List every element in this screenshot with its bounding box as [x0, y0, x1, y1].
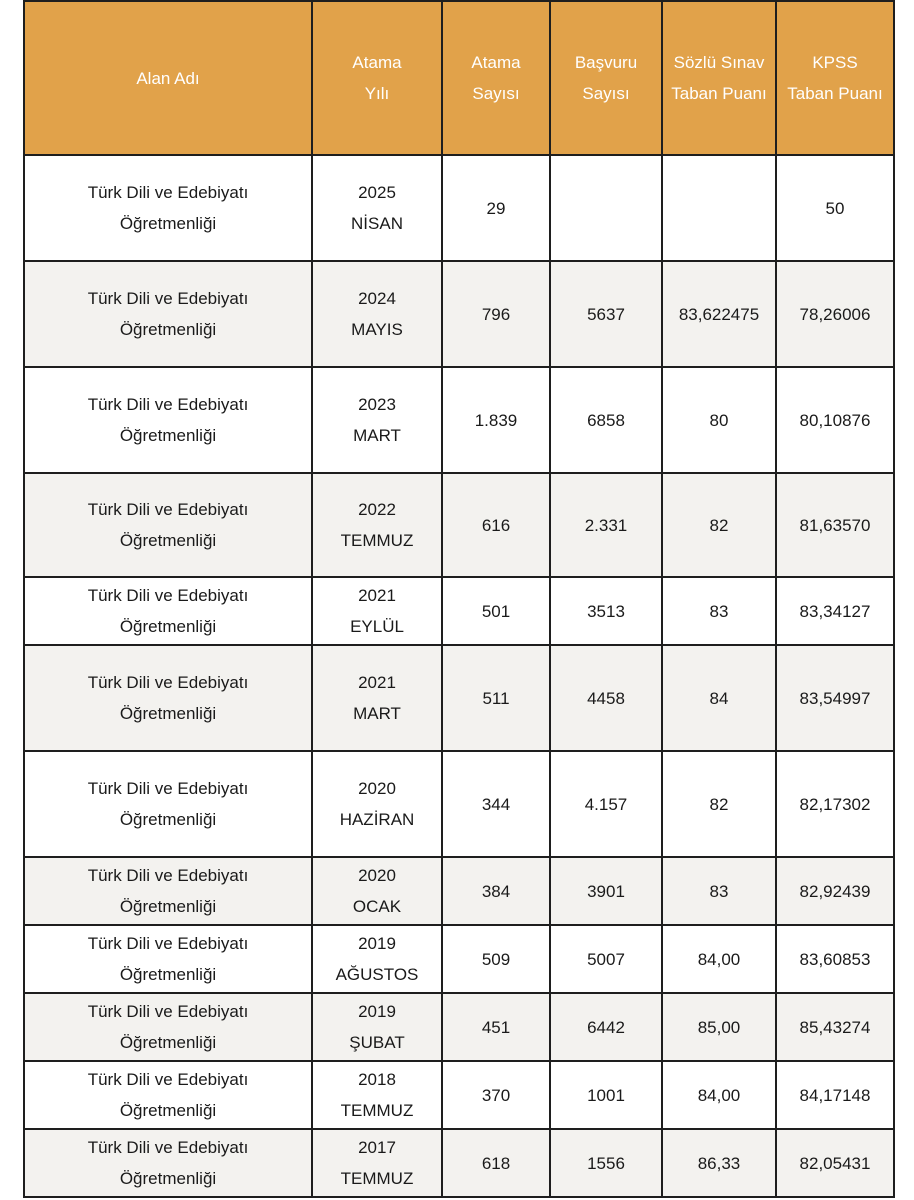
application-count-cell: 3901: [550, 857, 662, 925]
appointment-year-cell: [312, 645, 442, 751]
appointment-year-cell: [312, 577, 442, 645]
oral-exam-min-score-cell: 85,00: [662, 993, 776, 1061]
appointment-year-cell-line: TEMMUZ: [340, 531, 414, 550]
appointment-year-cell-line: 2024: [358, 289, 396, 308]
application-count-cell: 1556: [550, 1129, 662, 1197]
field-name-cell-line: Türk Dili ve Edebiyatı: [87, 1070, 249, 1089]
appointment-table: [23, 0, 895, 1198]
appointment-count-cell: 509: [442, 925, 550, 993]
field-name-cell-line: Öğretmenliği: [119, 704, 217, 723]
oral-exam-min-score-cell: 83: [662, 857, 776, 925]
field-name-cell: [24, 751, 312, 857]
appointment-count-cell: 451: [442, 993, 550, 1061]
appointment-year-cell: [312, 1061, 442, 1129]
field-name-cell: [24, 577, 312, 645]
appointment-year-cell-line: 2018: [358, 1070, 396, 1089]
application-count-cell: 3513: [550, 577, 662, 645]
field-name-cell-line: Öğretmenliği: [119, 810, 217, 829]
table-row: [24, 751, 894, 857]
header-row: [24, 1, 894, 155]
appointment-year-cell: [312, 473, 442, 577]
field-name-cell: [24, 925, 312, 993]
table-header: [24, 1, 894, 155]
field-name-cell-line: Türk Dili ve Edebiyatı: [87, 779, 249, 798]
appointment-year-cell-line: 2022: [358, 500, 396, 519]
appointment-year-cell-line: MAYIS: [351, 320, 403, 339]
field-name-cell: [24, 993, 312, 1061]
table-row: [24, 993, 894, 1061]
appointment-count-cell: 796: [442, 261, 550, 367]
appointment-count-cell: 29: [442, 155, 550, 261]
appointment-year-cell-line: AĞUSTOS: [335, 965, 419, 984]
oral-exam-min-score-cell: 80: [662, 367, 776, 473]
table-row: [24, 155, 894, 261]
appointment-year-cell-line: MART: [353, 704, 401, 723]
field-name-cell: [24, 261, 312, 367]
kpss-min-score-cell: 81,63570: [776, 473, 894, 577]
field-name-cell-line: Türk Dili ve Edebiyatı: [87, 673, 249, 692]
appointment-year-cell-line: 2019: [358, 934, 396, 953]
header-oral-exam-min-score: [662, 1, 776, 155]
field-name-cell-line: Türk Dili ve Edebiyatı: [87, 866, 249, 885]
table-row: [24, 577, 894, 645]
table-row: [24, 857, 894, 925]
field-name-cell: [24, 857, 312, 925]
field-name-cell-line: Öğretmenliği: [119, 426, 217, 445]
kpss-min-score-cell: 82,17302: [776, 751, 894, 857]
oral-exam-min-score-cell: 82: [662, 751, 776, 857]
kpss-min-score-cell: 80,10876: [776, 367, 894, 473]
appointment-year-cell-line: 2017: [358, 1138, 396, 1157]
appointment-count-cell: 370: [442, 1061, 550, 1129]
table-row: [24, 1129, 894, 1197]
appointment-year-cell-line: 2023: [358, 395, 396, 414]
header-oral-exam-min-score-line-2: Taban Puanı: [671, 84, 767, 103]
oral-exam-min-score-cell: 83: [662, 577, 776, 645]
header-appointment-count: [442, 1, 550, 155]
oral-exam-min-score-cell: 84,00: [662, 1061, 776, 1129]
application-count-cell: [550, 155, 662, 261]
appointment-year-cell: [312, 261, 442, 367]
field-name-cell-line: Öğretmenliği: [119, 1169, 217, 1188]
appointment-count-cell: 618: [442, 1129, 550, 1197]
appointment-year-cell-line: 2021: [358, 586, 396, 605]
field-name-cell-line: Türk Dili ve Edebiyatı: [87, 395, 249, 414]
field-name-cell-line: Türk Dili ve Edebiyatı: [87, 289, 249, 308]
application-count-cell: 6858: [550, 367, 662, 473]
field-name-cell-line: Öğretmenliği: [119, 965, 217, 984]
appointment-count-cell: 616: [442, 473, 550, 577]
header-application-count-line-2: Sayısı: [582, 84, 630, 103]
field-name-cell-line: Türk Dili ve Edebiyatı: [87, 934, 249, 953]
kpss-min-score-cell: 82,92439: [776, 857, 894, 925]
field-name-cell: [24, 1129, 312, 1197]
appointment-year-cell: [312, 1129, 442, 1197]
kpss-min-score-cell: 82,05431: [776, 1129, 894, 1197]
table-row: [24, 925, 894, 993]
header-appointment-count-line-2: Sayısı: [472, 84, 520, 103]
header-kpss-min-score: [776, 1, 894, 155]
kpss-min-score-cell: 84,17148: [776, 1061, 894, 1129]
appointment-year-cell-line: EYLÜL: [350, 617, 404, 636]
header-kpss-min-score-line-1: KPSS: [812, 53, 858, 72]
header-appointment-year-line-2: Yılı: [364, 84, 390, 103]
application-count-cell: 4.157: [550, 751, 662, 857]
field-name-cell: [24, 1061, 312, 1129]
field-name-cell-line: Öğretmenliği: [119, 320, 217, 339]
field-name-cell-line: Türk Dili ve Edebiyatı: [87, 1002, 249, 1021]
appointment-year-cell-line: 2020: [358, 779, 396, 798]
oral-exam-min-score-cell: 82: [662, 473, 776, 577]
oral-exam-min-score-cell: [662, 155, 776, 261]
application-count-cell: 2.331: [550, 473, 662, 577]
field-name-cell-line: Öğretmenliği: [119, 531, 217, 550]
header-field-name-line: Alan Adı: [136, 68, 200, 88]
appointment-year-cell: [312, 993, 442, 1061]
appointment-year-cell: [312, 751, 442, 857]
appointment-count-cell: 501: [442, 577, 550, 645]
appointment-year-cell-line: 2019: [358, 1002, 396, 1021]
appointment-count-cell: 344: [442, 751, 550, 857]
appointment-year-cell-line: TEMMUZ: [340, 1169, 414, 1188]
field-name-cell-line: Öğretmenliği: [119, 897, 217, 916]
header-application-count-line-1: Başvuru: [574, 53, 638, 72]
appointment-year-cell-line: HAZİRAN: [339, 810, 415, 829]
application-count-cell: 6442: [550, 993, 662, 1061]
kpss-min-score-cell: 85,43274: [776, 993, 894, 1061]
header-field-name: [24, 1, 312, 155]
header-oral-exam-min-score-line-1: Sözlü Sınav: [673, 53, 765, 72]
table-body: [24, 155, 894, 1197]
appointment-count-cell: 1.839: [442, 367, 550, 473]
kpss-min-score-cell: 83,60853: [776, 925, 894, 993]
header-appointment-year-line-1: Atama: [352, 53, 402, 72]
field-name-cell-line: Türk Dili ve Edebiyatı: [87, 183, 249, 202]
appointment-year-cell: [312, 925, 442, 993]
appointment-year-cell-line: ŞUBAT: [349, 1033, 405, 1052]
appointment-year-cell-line: 2020: [358, 866, 396, 885]
field-name-cell: [24, 155, 312, 261]
appointment-year-cell-line: NİSAN: [351, 214, 403, 233]
header-kpss-min-score-line-2: Taban Puanı: [787, 84, 883, 103]
appointment-year-cell-line: MART: [353, 426, 401, 445]
field-name-cell: [24, 367, 312, 473]
kpss-min-score-cell: 78,26006: [776, 261, 894, 367]
kpss-min-score-cell: 83,34127: [776, 577, 894, 645]
application-count-cell: 4458: [550, 645, 662, 751]
appointment-year-cell: [312, 367, 442, 473]
oral-exam-min-score-cell: 86,33: [662, 1129, 776, 1197]
kpss-min-score-cell: 50: [776, 155, 894, 261]
field-name-cell-line: Öğretmenliği: [119, 1033, 217, 1052]
appointment-count-cell: 511: [442, 645, 550, 751]
appointment-year-cell-line: 2025: [358, 183, 396, 202]
application-count-cell: 5637: [550, 261, 662, 367]
field-name-cell: [24, 473, 312, 577]
field-name-cell-line: Öğretmenliği: [119, 214, 217, 233]
field-name-cell-line: Türk Dili ve Edebiyatı: [87, 586, 249, 605]
table-row: [24, 645, 894, 751]
table-row: [24, 367, 894, 473]
appointment-year-cell-line: OCAK: [352, 897, 402, 916]
application-count-cell: 5007: [550, 925, 662, 993]
table-row: [24, 1061, 894, 1129]
field-name-cell-line: Türk Dili ve Edebiyatı: [87, 1138, 249, 1157]
header-application-count: [550, 1, 662, 155]
table-row: [24, 261, 894, 367]
table-row: [24, 473, 894, 577]
header-appointment-count-line-1: Atama: [471, 53, 521, 72]
kpss-min-score-cell: 83,54997: [776, 645, 894, 751]
field-name-cell-line: Öğretmenliği: [119, 617, 217, 636]
appointment-count-cell: 384: [442, 857, 550, 925]
oral-exam-min-score-cell: 84,00: [662, 925, 776, 993]
field-name-cell-line: Türk Dili ve Edebiyatı: [87, 500, 249, 519]
oral-exam-min-score-cell: 84: [662, 645, 776, 751]
appointment-year-cell-line: TEMMUZ: [340, 1101, 414, 1120]
field-name-cell: [24, 645, 312, 751]
field-name-cell-line: Öğretmenliği: [119, 1101, 217, 1120]
appointment-year-cell: [312, 857, 442, 925]
appointment-year-cell: [312, 155, 442, 261]
appointment-year-cell-line: 2021: [358, 673, 396, 692]
application-count-cell: 1001: [550, 1061, 662, 1129]
oral-exam-min-score-cell: 83,622475: [662, 261, 776, 367]
header-appointment-year: [312, 1, 442, 155]
